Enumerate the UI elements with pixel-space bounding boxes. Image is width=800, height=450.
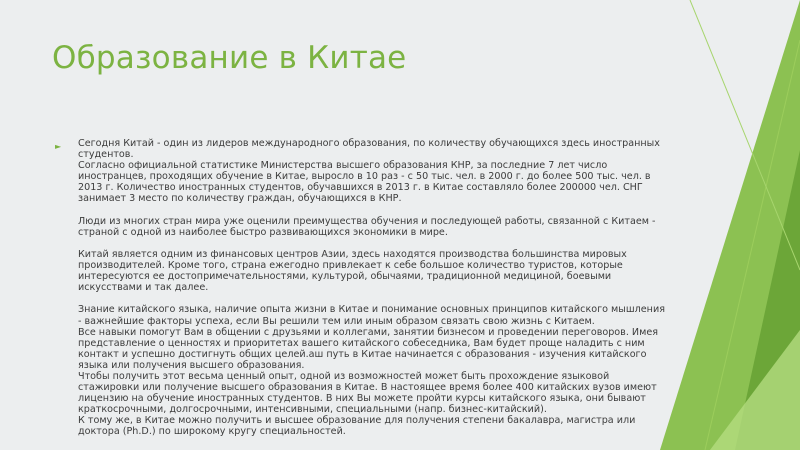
blank-line bbox=[78, 238, 668, 249]
paragraph: Знание китайского языка, наличие опыта жизни в Китае и понимание основных принципов китайского мышления - важнейшие факторы успеха, если Вы решили тем или иным образом связать свою жизнь с Китаем. bbox=[78, 304, 665, 327]
slide-body bbox=[78, 138, 668, 448]
paragraph: Все навыки помогут Вам в общении с друзьями и коллегами, занятии бизнесом и проведении переговоров. Имея представление о ценностях и приоритетах вашего китайского собеседника, Вам будет проще наладить с ним контакт и успешно достигнуть общих целей.аш путь в Китае начинается с образования - изучения китайского языка или получения высшего образования. bbox=[78, 326, 659, 371]
paragraph: Сегодня Китай - один из лидеров международного образования, по количеству обучающихся здесь иностранных студентов. bbox=[78, 138, 660, 161]
paragraph: Китай является одним из финансовых центров Азии, здесь находятся производства большинства мировых производителей. Кроме того, страна ежегодно привлекает к себе большое количество туристов, которые интересуются ее достопримечательностями, культурой, обычаями, традиционной медициной, боевыми искусствами и так далее. bbox=[78, 248, 627, 294]
bullet-arrow-icon: ► bbox=[55, 142, 62, 151]
slide-title: Образование в Китае bbox=[52, 40, 407, 76]
paragraph: Согласно официальной статистике Министерства высшего образования КНР, за последние 7 лет число иностранцев, проходящих обучение в Китае, выросло в 10 раз - с 50 тыс. чел. в 2000 г. до более 500 тыс. чел. в 2013 г. Количество иностранных студентов, обучавшихся в 2013 г. в Китае составляло более 200000 чел. СНГ занимает 3 место по количеству граждан, обучающихся в КНР. bbox=[78, 160, 651, 205]
paragraph: Чтобы получить этот весьма ценный опыт, одной из возможностей может быть прохождение языковой стажировки или получение высшего образования в Китае. В настоящее время более 400 китайских вузов имеют лицензию на обучение иностранных студентов. В них Вы можете пройти курсы китайского языка, они бывают краткосрочными, долгосрочными, интенсивными, специальными (напр. бизнес-китайский). bbox=[78, 370, 657, 416]
blank-line bbox=[78, 205, 668, 216]
paragraph: Люди из многих стран мира уже оценили преимущества обучения и последующей работы, связанной с Китаем - страной с одной из наиболее быстро развивающихся экономики в мире. bbox=[78, 215, 656, 238]
blank-line bbox=[78, 293, 668, 304]
paragraph: К тому же, в Китае можно получить и высшее образование для получения степени бакалавра, магистра или доктора (Ph.D.) по широкому кругу специальностей. bbox=[78, 415, 636, 438]
